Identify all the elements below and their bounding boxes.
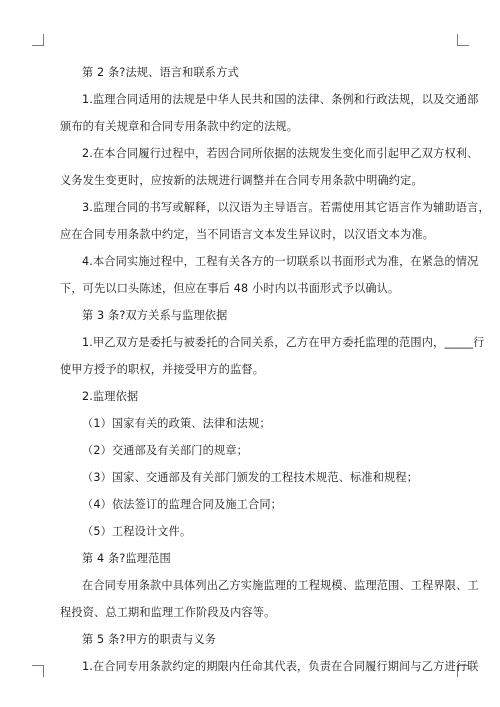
list-item: （3）国家、交通部及有关部门颁发的工程技术规范、标准和规程； [82,471,419,484]
paragraph-line: 义务发生变更时，应按新的法规进行调整并在合同专用条款中明确约定。 [60,174,423,187]
crop-mark-top-left [32,34,44,46]
paragraph-line: 应在合同专用条款中约定，当不同语言文本发生异议时，以汉语文本为准。 [60,228,435,241]
paragraph-line: 使甲方授予的职权，并接受甲方的监督。 [60,363,265,376]
subheading-supervision-basis: 2.监理依据 [82,390,139,403]
section-heading-article-2: 第 2 条?法规、语言和联系方式 [82,66,239,79]
paragraph-line: 1.监理合同适用的法规是中华人民共和国的法律、条例和行政法规，以及交通部 [82,93,479,106]
section-heading-article-3: 第 3 条?双方关系与监理依据 [82,309,228,322]
paragraph-line: 下，可先以口头陈述，但应在事后 48 小时内以书面形式予以确认。 [60,282,400,295]
list-item: （1）国家有关的政策、法律和法规； [82,417,271,430]
paragraph-line: 3.监理合同的书写或解释，以汉语为主导语言。若需使用其它语言作为辅助语言， [82,201,490,214]
paragraph-line: 4.本合同实施过程中，工程有关各方的一切联系以书面形式为准，在紧急的情况 [82,255,479,268]
list-item: （5）工程设计文件。 [82,525,192,538]
paragraph-line: 颁布的有关规章和合同专用条款中约定的法规。 [60,120,299,133]
section-heading-article-4: 第 4 条?监理范围 [82,552,171,565]
crop-mark-bottom-left [32,665,44,677]
paragraph-line: 程投资、总工期和监理工作阶段及内容等。 [60,606,276,619]
paragraph-line: 2.在本合同履行过程中，若因合同所依据的法规发生变化而引起甲乙双方权利、 [82,147,479,160]
section-heading-article-5: 第 5 条?甲方的职责与义务 [82,633,217,646]
crop-mark-top-right [457,34,469,46]
paragraph-line: 在合同专用条款中具体列出乙方实施监理的工程规模、监理范围、工程界限、工 [82,579,479,592]
paragraph-line: 1.在合同专用条款约定的期限内任命其代表，负责在合同履行期间与乙方进行联 [82,660,479,673]
list-item: （2）交通部及有关部门的规章； [82,444,248,457]
list-item: （4）依法签订的监理合同及施工合同； [82,498,283,511]
paragraph-line: 1.甲乙双方是委托与被委托的合同关系，乙方在甲方委托监理的范围内，_____行 [82,336,485,349]
